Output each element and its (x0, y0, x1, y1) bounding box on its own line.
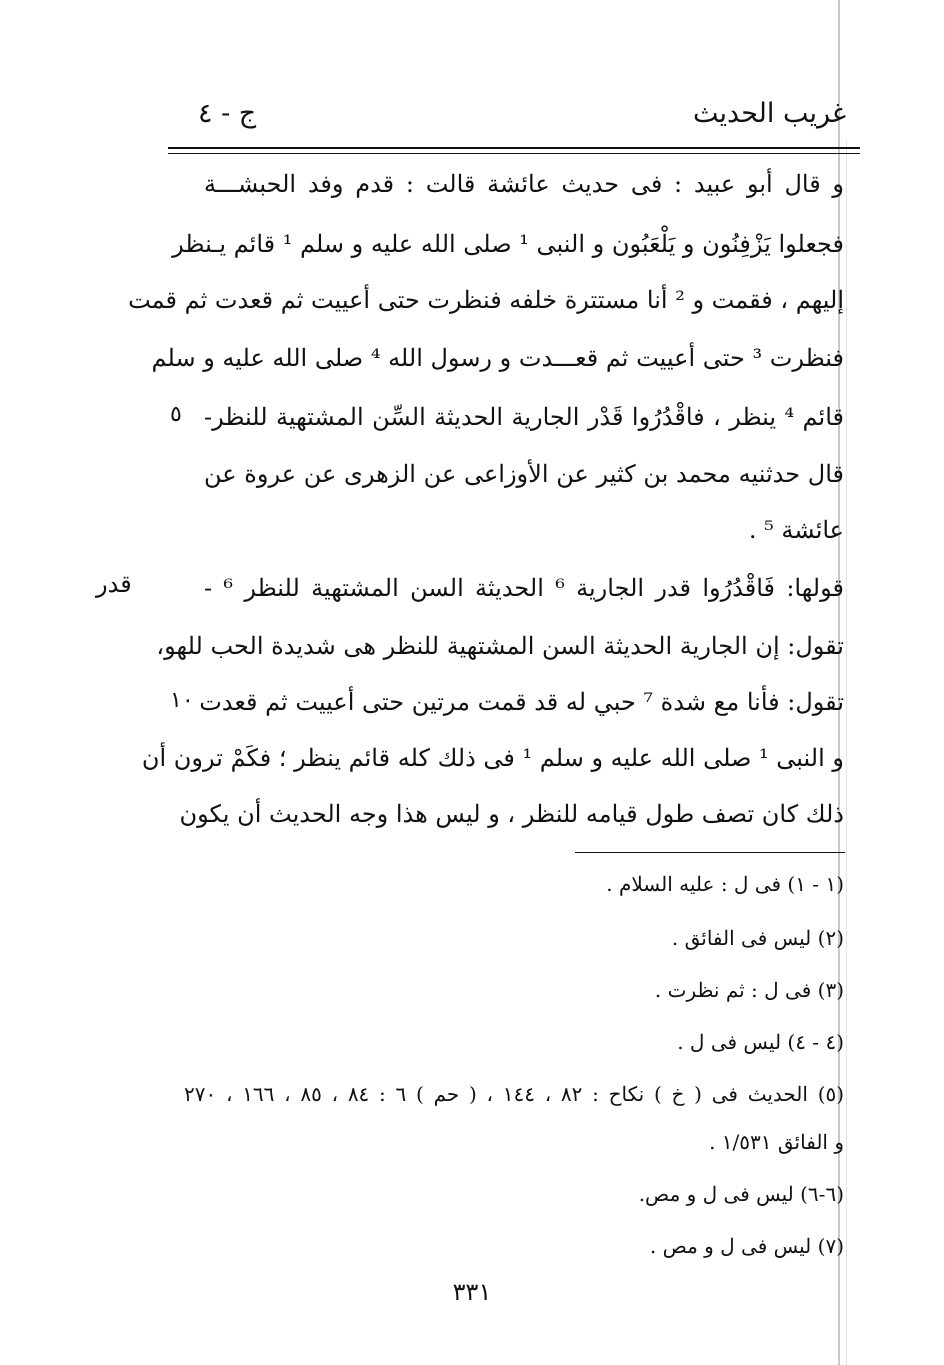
footnote-rule (575, 852, 845, 853)
body-line-4: فنظرت ³ حتى أعييت ثم قعـــدت و رسول الله ⁴ صلى الله عليه و سلم (151, 344, 844, 372)
page-edge-line-inner (846, 140, 847, 1365)
body-line-12: ذلك كان تصف طول قيامه للنظر ، و ليس هذا وجه الحديث أن يكون (179, 800, 844, 828)
margin-keyword: قدر (96, 570, 132, 598)
body-line-6: قال حدثنيه محمد بن كثير عن الأوزاعى عن الزهرى عن عروة عن (204, 460, 845, 488)
line-number-10: ١٠ (170, 688, 194, 713)
footnote-6: (٦-٦) ليس فى ل و مص. (638, 1182, 844, 1206)
footnote-2: (٢) ليس فى الفائق . (671, 926, 844, 950)
body-line-11: و النبى ¹ صلى الله عليه و سلم ¹ فى ذلك كله قائم ينظر ؛ فكَمْ ترون أن (141, 744, 844, 772)
body-line-10: تقول: فأنا مع شدة ⁷ حبي له قد قمت مرتين حتى أعييت ثم قعدت (199, 688, 844, 716)
footnote-5-continued: و الفائق ١/٥٣١ . (709, 1130, 844, 1154)
line-number-5: ٥ (170, 402, 182, 427)
page-number: ٣٣١ (452, 1278, 492, 1306)
body-line-8: قولها: فَاقْدُرُوا قدر الجارية ⁶ الحديثة السن المشتهية للنظر ⁶ - (204, 574, 844, 602)
running-header-volume: ج - ٤ (198, 98, 257, 129)
footnote-3: (٣) فى ل : ثم نظرت . (654, 978, 844, 1002)
footnote-7: (٧) ليس فى ل و مص . (649, 1234, 844, 1258)
body-line-9: تقول: إن الجارية الحديثة السن المشتهية للنظر هى شديدة الحب للهو، (156, 632, 844, 660)
body-line-7: عائشة ⁵ . (748, 516, 844, 544)
footnote-1: (١ - ١) فى ل : عليه السلام . (606, 872, 844, 896)
body-line-1: و قال أبو عبيد : فى حديث عائشة قالت : قدم وفد الحبشـــة (204, 170, 844, 198)
running-header-title: غريب الحديث (693, 98, 846, 129)
footnote-5: (٥) الحديث فى ( خ ) نكاح : ٨٢ ، ١٤٤ ، ( حم ) ٦ : ٨٤ ، ٨٥ ، ١٦٦ ، ٢٧٠ (184, 1082, 845, 1106)
body-line-2: فجعلوا يَزْفِنُون و يَلْعَبُون و النبى ¹ صلى الله عليه و سلم ¹ قائم يـنظر (172, 230, 844, 258)
header-rule-thin (168, 153, 860, 154)
body-line-3: إليهم ، فقمت و ² أنا مستترة خلفه فنظرت حتى أعييت ثم قعدت ثم قمت (128, 286, 844, 314)
footnote-4: (٤ - ٤) ليس فى ل . (677, 1030, 844, 1054)
body-line-5: قائم ⁴ ينظر ، فاقْدُرُوا قَدْر الجارية الحديثة السِّن المشتهية للنظر- (204, 403, 844, 431)
header-rule-thick (168, 147, 860, 149)
